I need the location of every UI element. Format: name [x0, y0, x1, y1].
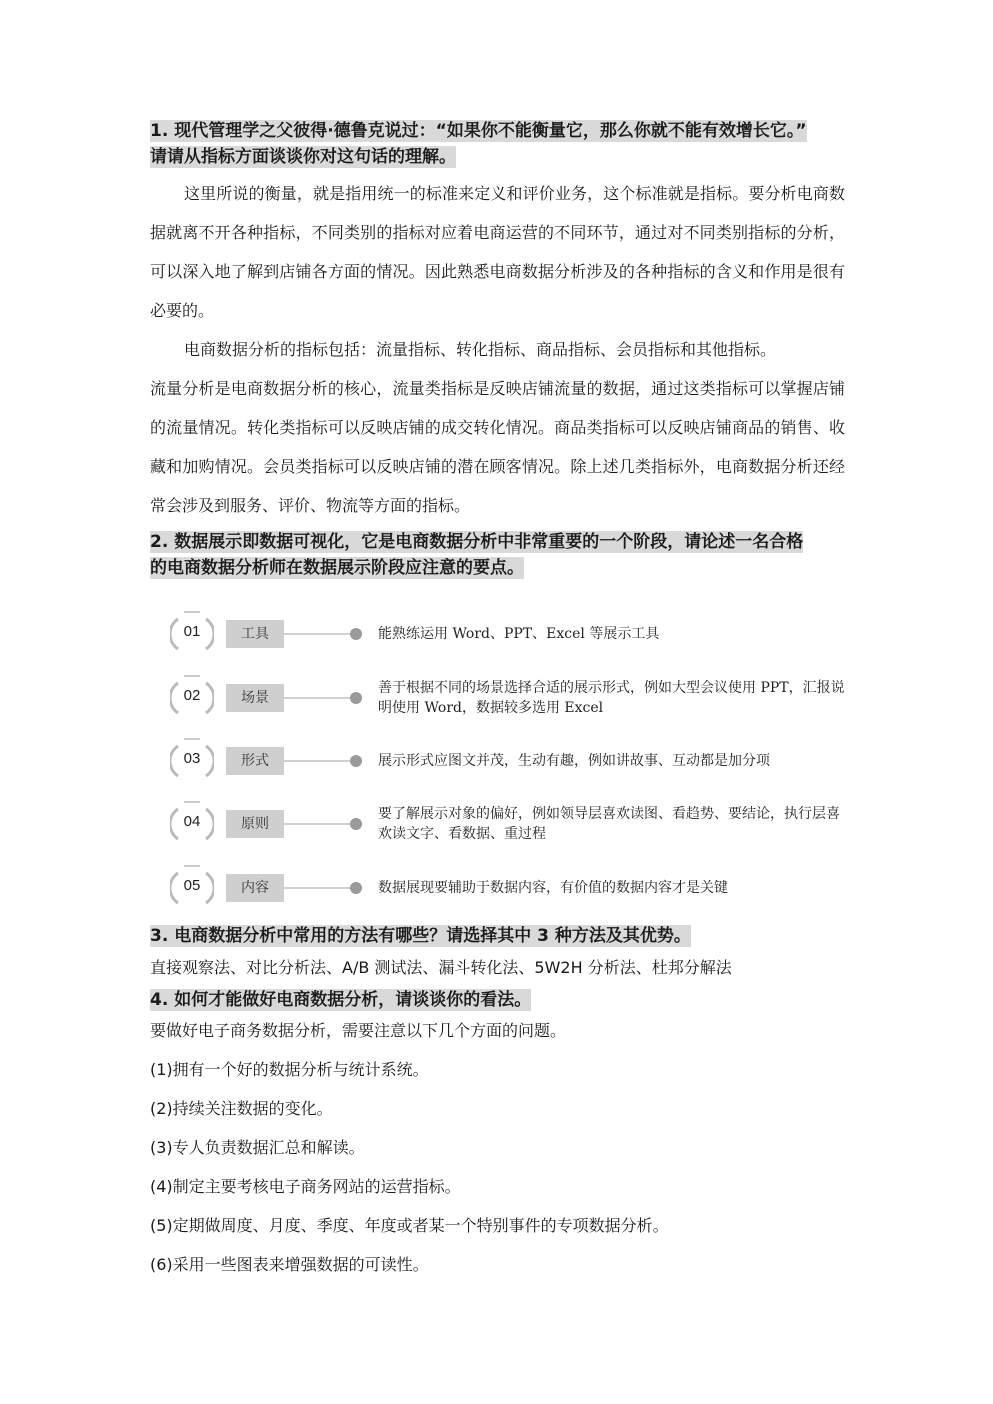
- step-number-ring: [170, 863, 214, 913]
- connector-line: [284, 887, 354, 889]
- question-4-line-1: 4. 如何才能做好电商数据分析，请谈谈你的看法。: [150, 990, 532, 1010]
- answer-4-item: (4)制定主要考核电子商务网站的运营指标。: [150, 1177, 461, 1196]
- step-number-ring: [170, 609, 214, 659]
- question-3: [150, 923, 845, 949]
- step-number: 04: [183, 813, 201, 830]
- answer-1-paragraph-3: 流量分析是电商数据分析的核心，流量类指标是反映店铺流量的数据，通过这类指标可以掌握店铺的流量情况。转化类指标可以反映店铺的成交转化情况。商品类指标可以反映店铺商品的销售、收藏和加购情况。会员类指标可以反映店铺的潜在顾客情况。除上述几类指标外，电商数据分析还经常会涉及到服务、评价、物流等方面的指标。: [150, 379, 845, 515]
- answer-3: 直接观察法、对比分析法、A/B 测试法、漏斗转化法、5W2H 分析法、杜邦分解法: [150, 958, 732, 977]
- question-2-line-1: 2. 数据展示即数据可视化，它是电商数据分析中非常重要的一个阶段，请论述一名合格: [150, 532, 804, 552]
- answer-4-item: (1)拥有一个好的数据分析与统计系统。: [150, 1060, 429, 1079]
- question-2-line-2: 的电商数据分析师在数据展示阶段应注意的要点。: [150, 558, 524, 578]
- step-description: 善于根据不同的场景选择合适的展示形式，例如大型会议使用 PPT，汇报说明使用 Word，数据较多选用 Excel: [378, 680, 845, 716]
- step-description: 能熟练运用 Word、PPT、Excel 等展示工具: [378, 626, 660, 642]
- step-number: 05: [183, 877, 201, 894]
- question-2: [150, 529, 845, 581]
- connector-line: [284, 760, 354, 762]
- connector-line: [284, 823, 354, 825]
- step-number: 01: [183, 623, 201, 640]
- step-description: 数据展现要辅助于数据内容，有价值的数据内容才是关键: [378, 880, 728, 896]
- step-tag: 场景: [226, 684, 284, 712]
- connector-dot: [350, 628, 362, 640]
- answer-4-item: (3)专人负责数据汇总和解读。: [150, 1138, 365, 1157]
- step-1: [170, 609, 860, 659]
- question-1-line-1: 1. 现代管理学之父彼得·德鲁克说过：“如果你不能衡量它，那么你就不能有效增长它。”: [150, 121, 807, 141]
- step-description: 展示形式应图文并茂，生动有趣，例如讲故事、互动都是加分项: [378, 753, 770, 769]
- connector-line: [284, 633, 354, 635]
- step-5: [170, 863, 860, 913]
- step-3: [170, 736, 860, 786]
- step-tag: 内容: [226, 874, 284, 902]
- step-number-ring: [170, 673, 214, 723]
- connector-dot: [350, 818, 362, 830]
- step-number-ring: [170, 799, 214, 849]
- answer-4-item: (6)采用一些图表来增强数据的可读性。: [150, 1255, 429, 1274]
- connector-dot: [350, 692, 362, 704]
- step-tag: 工具: [226, 620, 284, 648]
- answer-1-paragraph-2: 电商数据分析的指标包括：流量指标、转化指标、商品指标、会员指标和其他指标。: [184, 340, 777, 359]
- step-2: [170, 673, 860, 723]
- content: [150, 118, 845, 1284]
- answer-4-item: (5)定期做周度、月度、季度、年度或者某一个特别事件的专项数据分析。: [150, 1216, 669, 1235]
- step-description: 要了解展示对象的偏好，例如领导层喜欢读图、看趋势、要结论，执行层喜欢读文字、看数据、重过程: [378, 806, 840, 842]
- step-tag: 形式: [226, 747, 284, 775]
- answer-4-item: (2)持续关注数据的变化。: [150, 1099, 333, 1118]
- step-number-ring: [170, 736, 214, 786]
- connector-line: [284, 697, 354, 699]
- question-3-line-1: 3. 电商数据分析中常用的方法有哪些？请选择其中 3 种方法及其优势。: [150, 926, 691, 946]
- answer-1-paragraph-1: 这里所说的衡量，就是指用统一的标准来定义和评价业务，这个标准就是指标。要分析电商数据就离不开各种指标，不同类别的指标对应着电商运营的不同环节，通过对不同类别指标的分析，可以深入地了解到店铺各方面的情况。因此熟悉电商数据分析涉及的各种指标的含义和作用是很有必要的。: [150, 184, 845, 320]
- question-4: [150, 987, 845, 1013]
- connector-dot: [350, 755, 362, 767]
- display-key-points-diagram: [150, 587, 845, 905]
- question-1: [150, 118, 845, 170]
- step-number: 02: [183, 687, 201, 704]
- step-4: [170, 799, 860, 849]
- question-1-line-2: 请请从指标方面谈谈你对这句话的理解。: [150, 147, 456, 167]
- connector-dot: [350, 882, 362, 894]
- step-number: 03: [183, 750, 201, 767]
- step-tag: 原则: [226, 810, 284, 838]
- answer-4-intro: 要做好电子商务数据分析，需要注意以下几个方面的问题。: [150, 1021, 567, 1040]
